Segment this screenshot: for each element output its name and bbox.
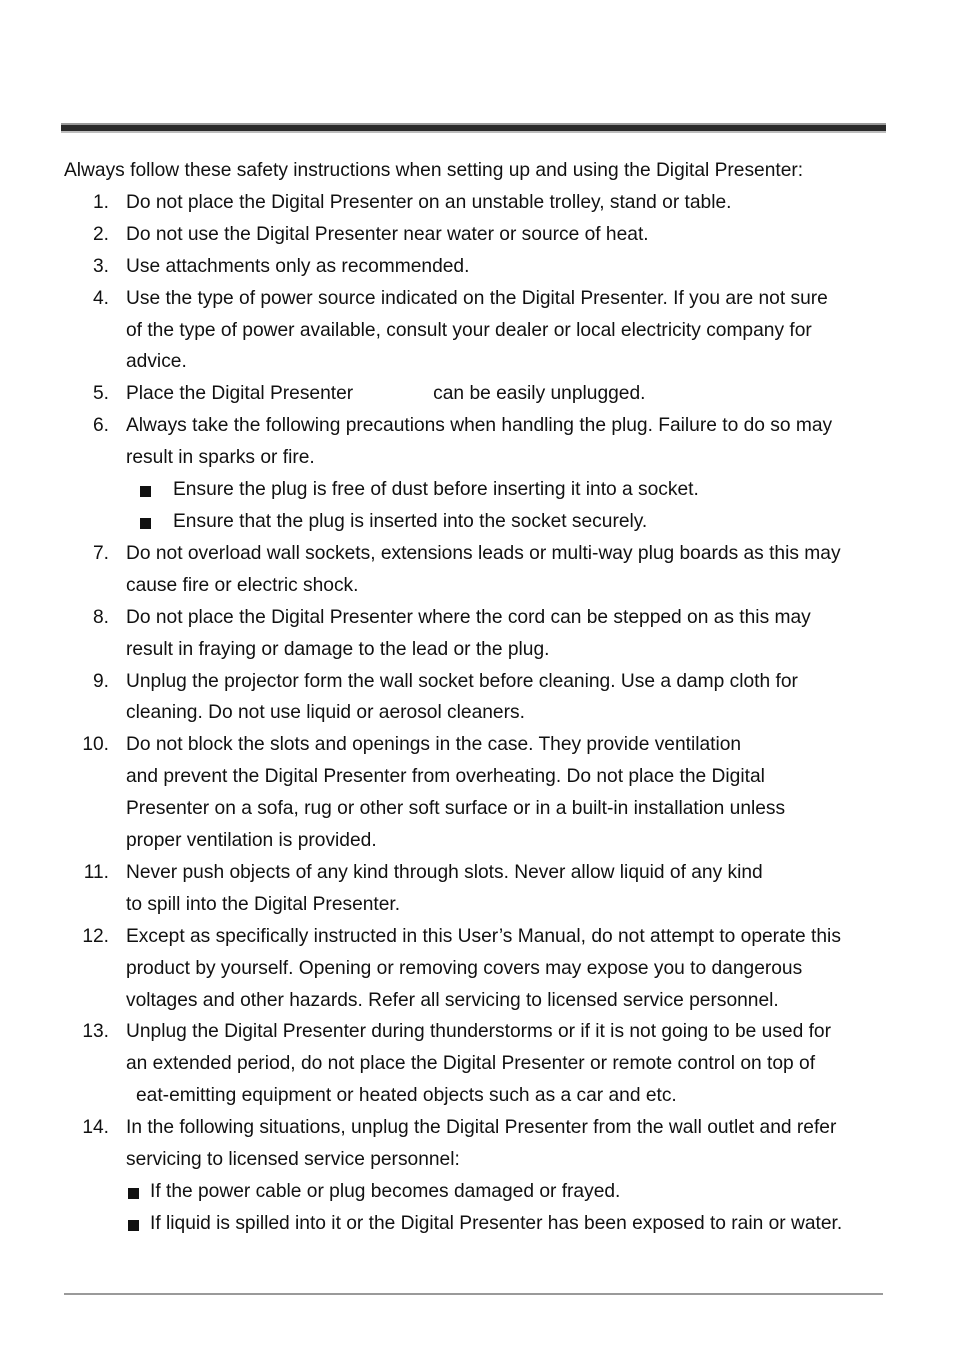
- item-line: In the following situations, unplug the Digital Presenter from the wall outlet and refer: [126, 1117, 837, 1139]
- item-line: result in sparks or fire.: [126, 447, 315, 469]
- item-number: 10.: [82, 734, 109, 756]
- sub-list-item: [126, 1208, 894, 1240]
- sub-item-text: Ensure the plug is free of dust before inserting it into a socket.: [173, 479, 699, 501]
- header-rule: [61, 125, 886, 131]
- item-number: 9.: [92, 670, 109, 692]
- list-item: [64, 921, 894, 1017]
- item-line: of the type of power available, consult your dealer or local electricity company for: [126, 319, 812, 341]
- list-item: [64, 283, 894, 379]
- list-item: [64, 857, 894, 921]
- sub-list-item: [126, 506, 894, 538]
- footer-rule: [64, 1293, 883, 1295]
- item-number: 4.: [92, 287, 109, 309]
- list-item: [64, 1016, 894, 1112]
- item-line: proper ventilation is provided.: [126, 830, 377, 852]
- item-line: Do not use the Digital Presenter near water or source of heat.: [126, 223, 649, 245]
- item-number: 11.: [83, 861, 109, 883]
- list-item: [64, 187, 894, 219]
- sub-item-text: Ensure that the plug is inserted into the socket securely.: [173, 510, 648, 532]
- list-item: [64, 538, 894, 602]
- item-line: to spill into the Digital Presenter.: [126, 893, 401, 915]
- item-number: 8.: [92, 606, 109, 628]
- item-line: Always take the following precautions when handling the plug. Failure to do so may: [126, 415, 833, 437]
- item-number: 13.: [82, 1021, 109, 1043]
- item-line: Unplug the Digital Presenter during thunderstorms or if it is not going to be used for: [126, 1021, 831, 1043]
- item-number: 3.: [92, 255, 109, 277]
- item-line: Do not place the Digital Presenter where the cord can be stepped on as this may: [126, 606, 811, 628]
- item-text-part: Place the Digital Presenter: [126, 383, 354, 405]
- item-line: Do not place the Digital Presenter on an unstable trolley, stand or table.: [126, 191, 732, 213]
- item-line: Except as specifically instructed in this User’s Manual, do not attempt to operate this: [126, 925, 841, 947]
- list-item: [64, 666, 894, 730]
- item-line: eat-emitting equipment or heated objects such as a car and etc.: [136, 1085, 677, 1107]
- item-number: 6.: [92, 415, 109, 437]
- item-line: product by yourself. Opening or removing covers may expose you to dangerous: [126, 957, 803, 979]
- item-line: Use the type of power source indicated on the Digital Presenter. If you are not sure: [126, 287, 828, 309]
- list-item: [64, 1112, 894, 1240]
- item-number: 2.: [92, 223, 109, 245]
- item-text-part: can be easily unplugged.: [433, 383, 646, 405]
- item-line: Unplug the projector form the wall socket before cleaning. Use a damp cloth for: [126, 670, 798, 692]
- item-line: Use attachments only as recommended.: [126, 255, 470, 277]
- item-number: 5.: [92, 383, 109, 405]
- intro-text: Always follow these safety instructions when setting up and using the Digital Presenter:: [64, 160, 804, 181]
- sub-item-text: If the power cable or plug becomes damaged or frayed.: [150, 1181, 621, 1202]
- item-line: an extended period, do not place the Digital Presenter or remote control on top of: [126, 1053, 816, 1075]
- square-bullet-icon: [140, 518, 151, 529]
- item-line: cause fire or electric shock.: [126, 574, 359, 596]
- sub-item-text: If liquid is spilled into it or the Digital Presenter has been exposed to rain or water.: [150, 1212, 843, 1234]
- item-line: [126, 378, 894, 410]
- item-line: Do not overload wall sockets, extensions leads or multi-way plug boards as this may: [126, 542, 841, 564]
- safety-instructions: [64, 155, 894, 1240]
- sub-list-item: [126, 1176, 894, 1208]
- square-bullet-icon: [128, 1220, 139, 1231]
- sub-list: [126, 1176, 894, 1240]
- item-number: 1.: [92, 191, 109, 213]
- item-line: and prevent the Digital Presenter from overheating. Do not place the Digital: [126, 766, 765, 788]
- item-line: Presenter on a sofa, rug or other soft surface or in a built-in installation unless: [126, 798, 786, 820]
- square-bullet-icon: [128, 1188, 139, 1199]
- item-number: 12.: [82, 925, 109, 947]
- list-item: [64, 602, 894, 666]
- item-number: 14.: [82, 1117, 109, 1139]
- instructions-list: [64, 187, 894, 1240]
- sub-list-item: [126, 474, 894, 506]
- item-line: servicing to licensed service personnel:: [126, 1149, 460, 1171]
- list-item: [64, 219, 894, 251]
- list-item: [64, 729, 894, 857]
- list-item: [64, 410, 894, 538]
- square-bullet-icon: [140, 486, 151, 497]
- item-line: Do not block the slots and openings in the case. They provide ventilation: [126, 734, 742, 756]
- list-item: [64, 251, 894, 283]
- sub-list: [126, 474, 894, 538]
- item-line: result in fraying or damage to the lead or the plug.: [126, 638, 550, 660]
- item-line: advice.: [126, 351, 187, 373]
- item-line: cleaning. Do not use liquid or aerosol cleaners.: [126, 702, 525, 724]
- item-number: 7.: [92, 542, 109, 564]
- list-item: [64, 378, 894, 410]
- item-line: voltages and other hazards. Refer all servicing to licensed service personnel.: [126, 989, 779, 1011]
- item-line: Never push objects of any kind through slots. Never allow liquid of any kind: [126, 861, 763, 883]
